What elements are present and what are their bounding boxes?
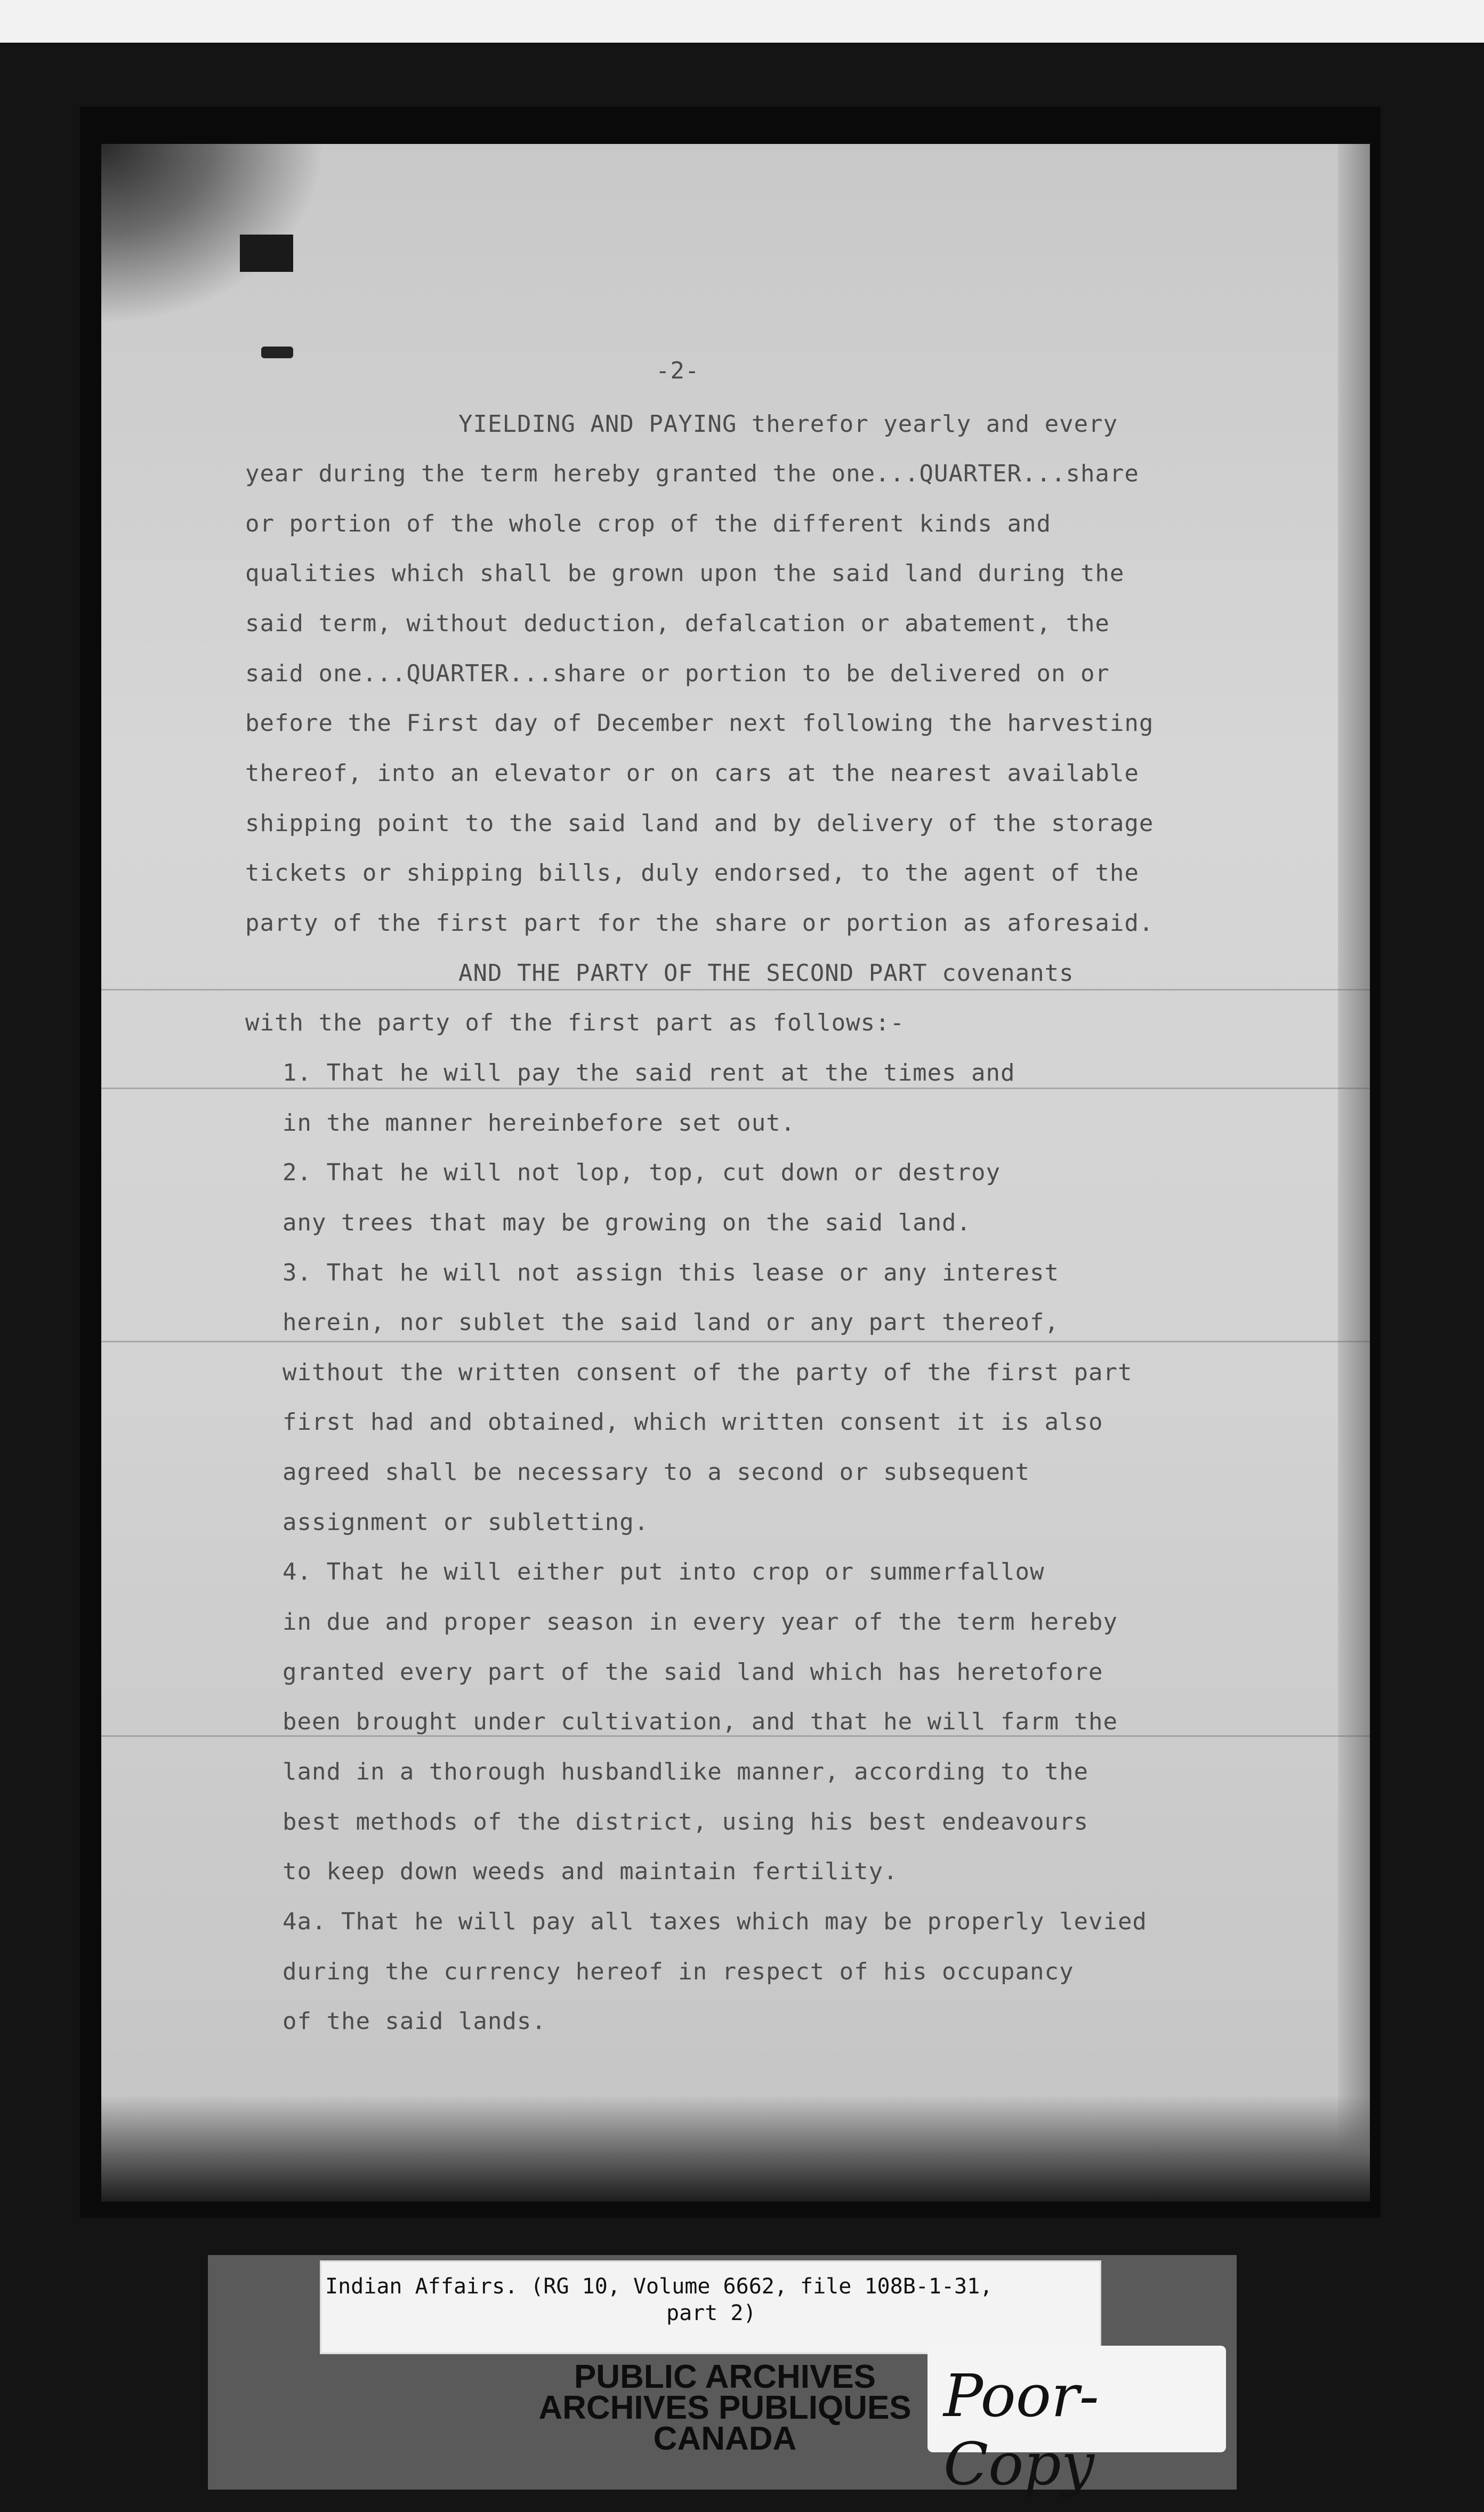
covenant-item: 3. That he will not assign this lease or any interest — [283, 1259, 1059, 1286]
covenant-item: 1. That he will pay the said rent at the times and — [283, 1059, 1015, 1086]
text-line: without the written consent of the party of the first part — [283, 1359, 1133, 1386]
citation-line: Indian Affairs. (RG 10, Volume 6662, file 108B-1-31, — [325, 2274, 993, 2299]
archives-line: CANADA — [653, 2420, 797, 2457]
text-line: agreed shall be necessary to a second or subsequent — [283, 1459, 1030, 1486]
text-line: thereof, into an elevator or on cars at the nearest available — [245, 760, 1139, 787]
text-line: during the currency hereof in respect of his occupancy — [283, 1958, 1074, 1985]
poor-copy-stamp — [928, 2346, 1226, 2498]
text-line: said term, without deduction, defalcation or abatement, the — [245, 610, 1110, 637]
text-line: in the manner hereinbefore set out. — [283, 1109, 796, 1137]
document-text — [101, 144, 1370, 2202]
text-line: said one...QUARTER...share or portion to be delivered on or — [245, 660, 1110, 687]
text-line: been brought under cultivation, and that he will farm the — [283, 1708, 1118, 1735]
text-line: to keep down weeds and maintain fertility. — [283, 1858, 898, 1885]
text-line: or portion of the whole crop of the different kinds and — [245, 510, 1051, 537]
poor-copy-text: Poor-Copy — [943, 2362, 1099, 2498]
text-line: land in a thorough husbandlike manner, according to the — [283, 1758, 1088, 1785]
citation-text — [325, 2273, 1093, 2326]
text-line: herein, nor sublet the said land or any part thereof, — [283, 1309, 1059, 1336]
citation-line: part 2) — [666, 2301, 756, 2325]
covenant-item: 4. That he will either put into crop or summerfallow — [283, 1558, 1045, 1585]
document-page — [101, 144, 1370, 2202]
text-line: tickets or shipping bills, duly endorsed, to the agent of the — [245, 859, 1139, 887]
text-line: year during the term hereby granted the one...QUARTER...share — [245, 460, 1139, 487]
covenant-item: 2. That he will not lop, top, cut down or destroy — [283, 1159, 1001, 1186]
archives-line: ARCHIVES PUBLIQUES — [538, 2389, 912, 2426]
text-line: of the said lands. — [283, 2008, 546, 2035]
text-line: best methods of the district, using his best endeavours — [283, 1808, 1088, 1835]
text-line: first had and obtained, which written consent it is also — [283, 1408, 1103, 1436]
text-line: any trees that may be growing on the said land. — [283, 1209, 972, 1236]
text-line: before the First day of December next following the harvesting — [245, 710, 1154, 737]
text-line: YIELDING AND PAYING therefor yearly and every — [458, 410, 1118, 438]
text-line: in due and proper season in every year of the term hereby — [283, 1608, 1118, 1636]
film-border-top — [0, 0, 1484, 43]
covenant-item: 4a. That he will pay all taxes which may be properly levied — [283, 1908, 1147, 1935]
archives-line: PUBLIC ARCHIVES — [574, 2358, 876, 2395]
archives-stamp — [469, 2358, 981, 2457]
text-line: with the party of the first part as follows:- — [245, 1009, 905, 1036]
text-line: party of the first part for the share or portion as aforesaid. — [245, 909, 1154, 937]
text-line: qualities which shall be grown upon the said land during the — [245, 560, 1125, 587]
text-line: shipping point to the said land and by delivery of the storage — [245, 810, 1154, 837]
text-line: assignment or subletting. — [283, 1509, 649, 1536]
page-number: -2- — [656, 357, 700, 384]
text-line: granted every part of the said land which has heretofore — [283, 1658, 1103, 1686]
text-line: AND THE PARTY OF THE SECOND PART covenants — [458, 960, 1074, 987]
